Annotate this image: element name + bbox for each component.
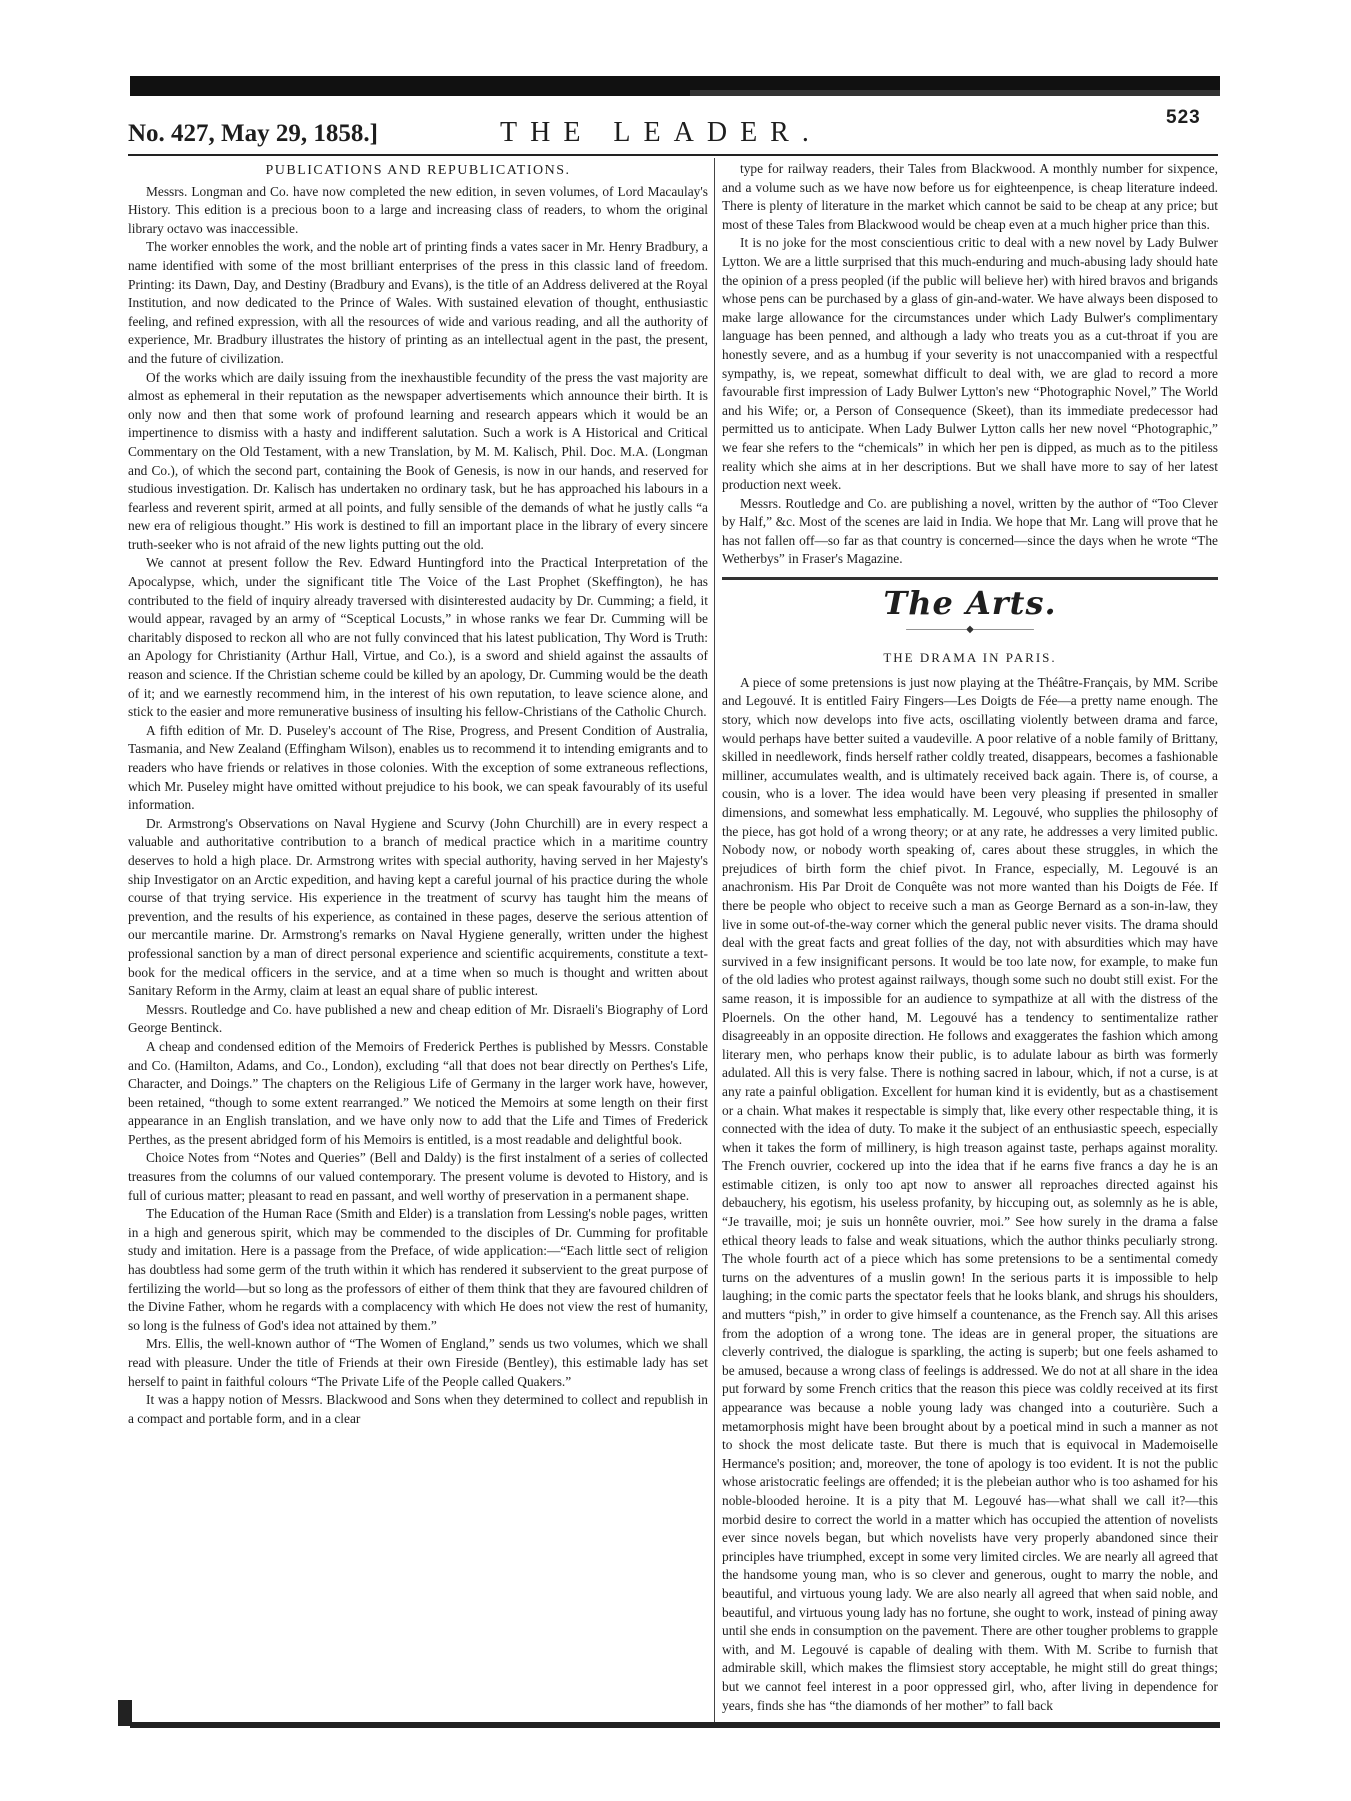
ornament-divider: ——————◆—————— xyxy=(906,623,1034,635)
page-number: 523 xyxy=(1166,107,1201,128)
masthead-title: THE LEADER. xyxy=(500,117,822,148)
section-title-publications: PUBLICATIONS AND REPUBLICATIONS. xyxy=(265,163,571,178)
paragraph: Messrs. Routledge and Co. are publishing a novel, written by the author of “Too Clever by Half,” &c. Most of the scenes are laid in India. We hope that Mr. Lang will prove that he has not fallen off—so far as that country is concerned—since the days when he wrote “The Wetherbys” in Fraser's Magazine. xyxy=(722,495,1218,567)
left-column xyxy=(128,160,708,1725)
issue-line: No. 427, May 29, 1858.] xyxy=(128,120,378,147)
column-divider xyxy=(714,158,715,1725)
article-title-drama: THE DRAMA IN PARIS. xyxy=(883,650,1057,666)
section-separator xyxy=(722,577,1218,580)
right-column xyxy=(722,160,1218,1725)
paragraph: Choice Notes from “Notes and Queries” (Bell and Daldy) is the first instalment of a series of collected treasures from the columns of our valued contemporary. The present volume is devoted to History, and is full of curious matter; pleasant to read en passant, and well worthy of preservation in a permanent shape. xyxy=(128,1150,708,1203)
paragraph: It was a happy notion of Messrs. Blackwood and Sons when they determined to collect and republish in a compact and portable form, and in a clear xyxy=(128,1392,708,1426)
paragraph: A piece of some pretensions is just now playing at the Théâtre-Français, by MM. Scribe and Legouvé. It is entitled Fairy Fingers—Les Doigts de Fée—a pretty name enough. The story, which now develops into five acts, oscillating violently between drama and farce, would perhaps have better suited a vaudeville. A poor relative of a noble family of Brittany, skilled in needlework, finds herself rather coldly treated, disappears, becomes a fashionable milliner, accumulates wealth, and is ultimately received back again. There is, of course, a cousin, who is a lover. The idea would have been very pleasing if presented in smaller dimensions, and somewhat less emphatically. M. Legouvé, who supplies the philosophy of the piece, has got hold of a wrong theory; or at any rate, he addresses a very limited public. Nobody now, or nobody worth speaking of, cares about these struggles, in which the prejudices of birth form the chief pivot. In France, especially, M. Legouvé is an anachronism. His Par Droit de Conquête was not more wanted than his Doigts de Fée. If there be people who object to receive such a man as George Bernard as a son-in-law, they live in some out-of-the-way corner which the general public never visits. The drama should deal with the great facts and great follies of the day, not with absurdities which may have survived in a few insignificant persons. It would be too late now, for example, to make fun of the old ladies who protest against railways, though some such no doubt still exist. For the same reason, it is impossible for an audience to sympathize at all with the distress of the Ploernels. On the other hand, M. Legouvé has a tendency to sentimentalize rather disagreeably in an opposite direction. He follows and exaggerates the fashion which among literary men, who perhaps know their public, is to adulate labour as birth was formerly adulated. All this is very false. There is nothing sacred in labour, which, if not a curse, is at any rate a painful obligation. Excellent for human kind it is evidently, but as a chastisement or a chain. What makes it respectable is simply that, like every other respectable thing, it is connected with the idea of duty. To make it the subject of an enthusiastic speech, especially when it takes the form of millinery, is high treason against taste, perhaps against morality. The French ouvrier, cockered up into the idea that if he earns five francs a day he is an estimable citizen, is only too apt now to answer all reproaches directed against his debauchery, his egotism, his useless profanity, by hiccuping out, as solemnly as he is able, “Je travaille, moi; je suis un honnête ouvrier, moi.” See how surely in the drama a false ethical theory leads to false and weak situations, which the author thinks peculiarly strong. The whole fourth act of a piece which has some pretensions to be a sentimental comedy turns on the adventures of a muslin gown! In the serious parts it is impossible to help laughing; in the comic parts the spectator feels that he looks blank, and shrugs his shoulders, and mutters “pish,” in order to give himself a countenance, as the French say. All this arises from the adoption of a wrong tone. The ideas are in general proper, the situations are cleverly contrived, the dialogue is sparkling, the acting is superb; but one feels ashamed to be amused, because a wrong class of feelings is addressed. We do not at all share in the idea put forward by some French critics that the reason this piece was coldly received at its first appearance was because a noble young lady was changed into a couturière. Such a metamorphosis might have been brought about by a poetical mind in such a manner as not to shock the most delicate taste. But there is much that is equivocal in Mademoiselle Hermance's position; and, moreover, the tone of apology is too evident. It is not the public whose aristocratic feelings are offended; it is the plebeian author who is too ashamed for his noble-blooded heroine. It is a pity that M. Legouvé has—what shall we call it?—this morbid desire to correct the world in a matter which has occupied the attention of novelists ever since novels began, but which novelists have very properly abandoned since their principles have triumphed, except in some very limited circles. We are nearly all agreed that the handsome young man, who is so clever and generous, ought to marry the noble, and beautiful, and virtuous young lady. We are also nearly all agreed that when said noble, and beautiful, and virtuous young lady has no fortune, she ought to work, instead of pining away until she ends in consumption on the pavement. There are other tougher problems to grapple with, and M. Legouvé is capable of dealing with them. With M. Scribe to furnish that admirable skill, which makes the flimsiest story acceptable, he might still do great things; but we cannot feel interest in a poor oppressed girl, who, after living in dependence for years, finds she has “the diamonds of her mother” to fall back xyxy=(722,674,1218,1713)
paragraph: A cheap and condensed edition of the Memoirs of Frederick Perthes is published by Messrs. Constable and Co. (Hamilton, Adams, and Co., London), excluding “all that does not bear directly on Perthes's Life, Character, and Doings.” The chapters on the Religious Life of Germany in the larger work have, however, been retained, “though to some extent rearranged.” We noticed the Memoirs at some length on their first appearance in an English translation, and we have only now to add that the Life and Times of Frederick Perthes, as the present abridged form of his Memoirs is entitled, is a most readable and delightful book. xyxy=(128,1038,708,1147)
header-rule xyxy=(128,154,1218,156)
bottom-border xyxy=(130,1722,1220,1728)
paragraph: It is no joke for the most conscientious critic to deal with a new novel by Lady Bulwer Lytton. We are a little surprised that this much-enduring and much-abusing lady should hate the opinion of a press peopled (if the public will believe her) with hired bravos and brigands whose pens can be purchased by a glass of gin-and-water. We have always been disposed to make large allowance for the circumstances under which Lady Bulwer's complimentary language has been penned, and although a lady who treats you as a cut-throat if you are honestly severe, and as a humbug if your severity is not unaccompanied with a respectful sympathy, is, we repeat, somewhat difficult to deal with, we are glad to record a more favourable first impression of Lady Bulwer Lytton's new “Photographic Novel,” The World and his Wife; or, a Person of Consequence (Skeet), than its immediate predecessor had permitted us to anticipate. When Lady Bulwer Lytton calls her new novel “Photographic,” we fear she refers to the “chemicals” in which her pen is dipped, as much as to the pitiless reality which she aims at in her descriptions. But we shall have more to say of her latest production next week. xyxy=(722,235,1218,493)
paragraph: type for railway readers, their Tales from Blackwood. A monthly number for sixpence, and a volume such as we have now before us for eighteenpence, is cheap literature indeed. There is plenty of literature in the market which cannot be said to be cheap at any price; but most of these Tales from Blackwood would be cheap even at a much higher price than this. xyxy=(722,161,1218,232)
paragraph: Messrs. Routledge and Co. have published a new and cheap edition of Mr. Disraeli's Biography of Lord George Bentinck. xyxy=(128,1001,708,1036)
top-border-band xyxy=(130,76,1220,96)
paragraph: Mrs. Ellis, the well-known author of “The Women of England,” sends us two volumes, which we shall read with pleasure. Under the title of Friends at their own Fireside (Bentley), this estimable lady has set herself to paint in faithful colours “The Private Life of the People called Quakers.” xyxy=(128,1336,708,1389)
paragraph: Of the works which are daily issuing from the inexhaustible fecundity of the press the vast majority are almost as ephemeral in their reputation as the newspaper advertisements which announce their birth. It is only now and then that some work of profound learning and research appears which it would be an impertinence to dismiss with a hasty and indifferent salutation. Such a work is A Historical and Critical Commentary on the Old Testament, with a new Translation, by M. M. Kalisch, Phil. Doc. M.A. (Longman and Co.), of which the second part, containing the Book of Genesis, is now in our hands, and reserved for studious investigation. Dr. Kalisch has undertaken no ordinary task, but he has approached his labours in a fearless and reverent spirit, armed at all points, and fully sensible of the demands of what he justly calls “a new era of religious thought.” His work is destined to fill an important place in the library of every sincere truth-seeker who is not afraid of the new lights putting out the old. xyxy=(128,369,708,552)
paragraph: Messrs. Longman and Co. have now completed the new edition, in seven volumes, of Lord Macaulay's History. This edition is a precious boon to a large and increasing class of readers, to whom the original library octavo was inaccessible. xyxy=(128,183,708,236)
paragraph: Dr. Armstrong's Observations on Naval Hygiene and Scurvy (John Churchill) are in every respect a valuable and authoritative contribution to a branch of medical practice which in a maritime country deserves to hold a high place. Dr. Armstrong writes with special authority, having served in her Majesty's ship Investigator on an Arctic expedition, and having kept a careful journal of his practice during the whole course of that trying service. His experience in the treatment of scurvy has taught him the means of prevention, and the results of his experience, as contained in these pages, deserve the serious attention of our mercantile marine. Dr. Armstrong's remarks on Naval Hygiene generally, written under the highest professional sanction by a man of direct personal experience and scientific acquirements, constitute a text-book for the medical officers in the service, and at a time when so much is thought and written about Sanitary Reform in the Army, claim at least an equal share of public interest. xyxy=(128,815,708,999)
paragraph: The Education of the Human Race (Smith and Elder) is a translation from Lessing's noble pages, written in a high and generous spirit, which may be commended to the disciples of Dr. Cumming for profitable study and imitation. Here is a passage from the Preface, of wide application:—“Each little sect of religion has doubtless had some germ of the truth within it which has rendered it subservient to the great purpose of fertilizing the world—but so long as the professors of either of them think that they are favoured children of the Divine Father, whom he regards with a complacency with which He does not view the rest of humanity, so long is the fulness of God's idea not attained by them.” xyxy=(128,1206,708,1333)
paragraph: The worker ennobles the work, and the noble art of printing finds a vates sacer in Mr. Henry Bradbury, a name identified with some of the most brilliant enterprises of the press in this classic land of freedom. Printing: its Dawn, Day, and Destiny (Bradbury and Evans), is the title of an Address delivered at the Royal Institution, and now dedicated to the Prince of Wales. With sustained elevation of thought, enthusiastic feeling, and refined expression, with all the resources of wide and various reading, and all the authority of experience, Mr. Bradbury illustrates the history of printing as an intellectual agent in the past, the present, and the future of civilization. xyxy=(128,239,708,366)
paragraph: We cannot at present follow the Rev. Edward Huntingford into the Practical Interpretation of the Apocalypse, which, under the significant title The Voice of the Last Prophet (Skeffington), he has contributed to the field of inquiry already traversed with disinterested audacity by Dr. Cumming; a field, it would appear, ravaged by an army of “Sceptical Locusts,” in whose ranks we fear Dr. Cumming will be charitably disposed to reckon all who are not fully convinced that his latest publication, Thy Word is Truth: an Apology for Christianity (Arthur Hall, Virtue, and Co.), is a sword and shield against the assaults of reason and science. If the Christian scheme could be killed by an apology, Dr. Cumming would be the death of it; and we earnestly recommend him, in the interest of his own reputation, to leave science alone, and stick to the easier and more remunerative business of insulting his fellow-Christians of the Catholic Church. xyxy=(128,555,708,720)
paragraph: A fifth edition of Mr. D. Puseley's account of The Rise, Progress, and Present Condition of Australia, Tasmania, and New Zealand (Effingham Wilson), enables us to recommend it to intending emigrants and to readers who have friends or relatives in those colonies. With the exception of some extraneous reflections, which Mr. Puseley might have omitted without prejudice to his book, we can speak favourably of its useful information. xyxy=(128,722,708,813)
section-title-arts: The Arts. xyxy=(883,584,1057,623)
